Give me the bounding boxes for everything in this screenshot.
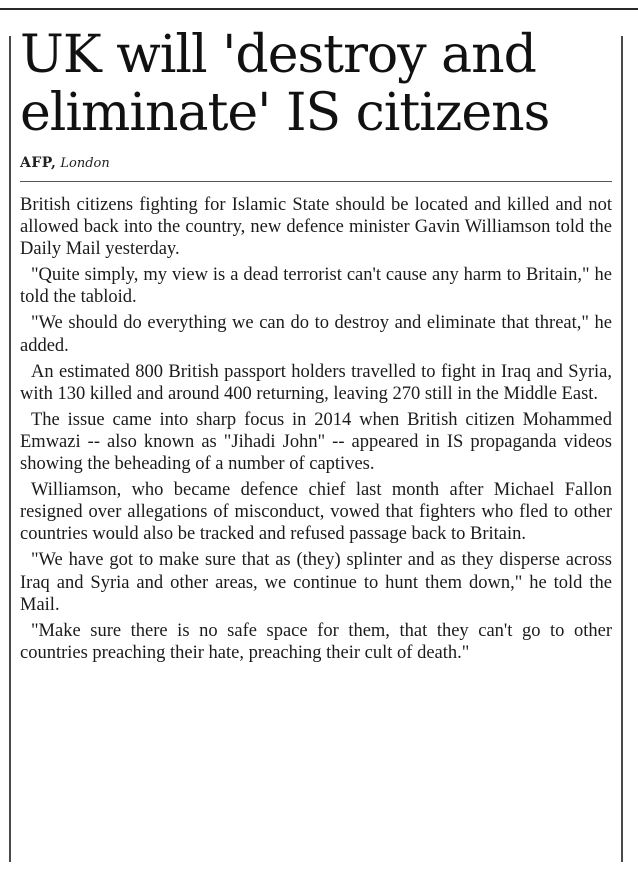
headline-line-1: UK will 'destroy and [20, 25, 536, 85]
paragraph-4: An estimated 800 British passport holders travelled to fight in Iraq and Syria, with 130 killed and around 400 returning, leaving 270 still in the Middle East. [20, 361, 612, 404]
headline [20, 26, 612, 142]
paragraph-7: "We have got to make sure that as (they) splinter and as they disperse across Iraq and Syria and other areas, we continue to hunt them down," he told the Mail. [20, 550, 612, 615]
paragraph-1: British citizens fighting for Islamic State should be located and killed and not allowed back into the country, new defence minister Gavin Williamson told the Daily Mail yesterday. [20, 195, 612, 260]
byline-agency: AFP, [20, 155, 57, 171]
article-body [20, 194, 612, 664]
paragraph-8: "Make sure there is no safe space for them, that they can't go to other countries preaching their hate, preaching their cult of death." [20, 620, 612, 663]
byline-place: London [60, 156, 110, 171]
news-article [20, 26, 612, 668]
paragraph-2: "Quite simply, my view is a dead terrorist can't cause any harm to Britain," he told the tabloid. [20, 265, 612, 308]
paragraph-5: The issue came into sharp focus in 2014 when British citizen Mohammed Emwazi -- also known as "Jihadi John" -- appeared in IS propaganda videos showing the beheading of a number of captives. [20, 409, 612, 475]
column-rule-left [9, 36, 11, 862]
paragraph-3: "We should do everything we can do to destroy and eliminate that threat," he added. [20, 313, 612, 356]
column-rule-right [621, 36, 623, 862]
headline-line-2: eliminate' IS citizens [20, 83, 550, 143]
byline-rule [20, 181, 612, 182]
paragraph-6: Williamson, who became defence chief last month after Michael Fallon resigned over allegations of misconduct, vowed that fighters who fled to other countries would also be tracked and refused passage back to Britain. [20, 480, 612, 545]
adjacent-column-edge [629, 36, 638, 874]
byline [20, 154, 612, 173]
top-rule [0, 8, 638, 10]
